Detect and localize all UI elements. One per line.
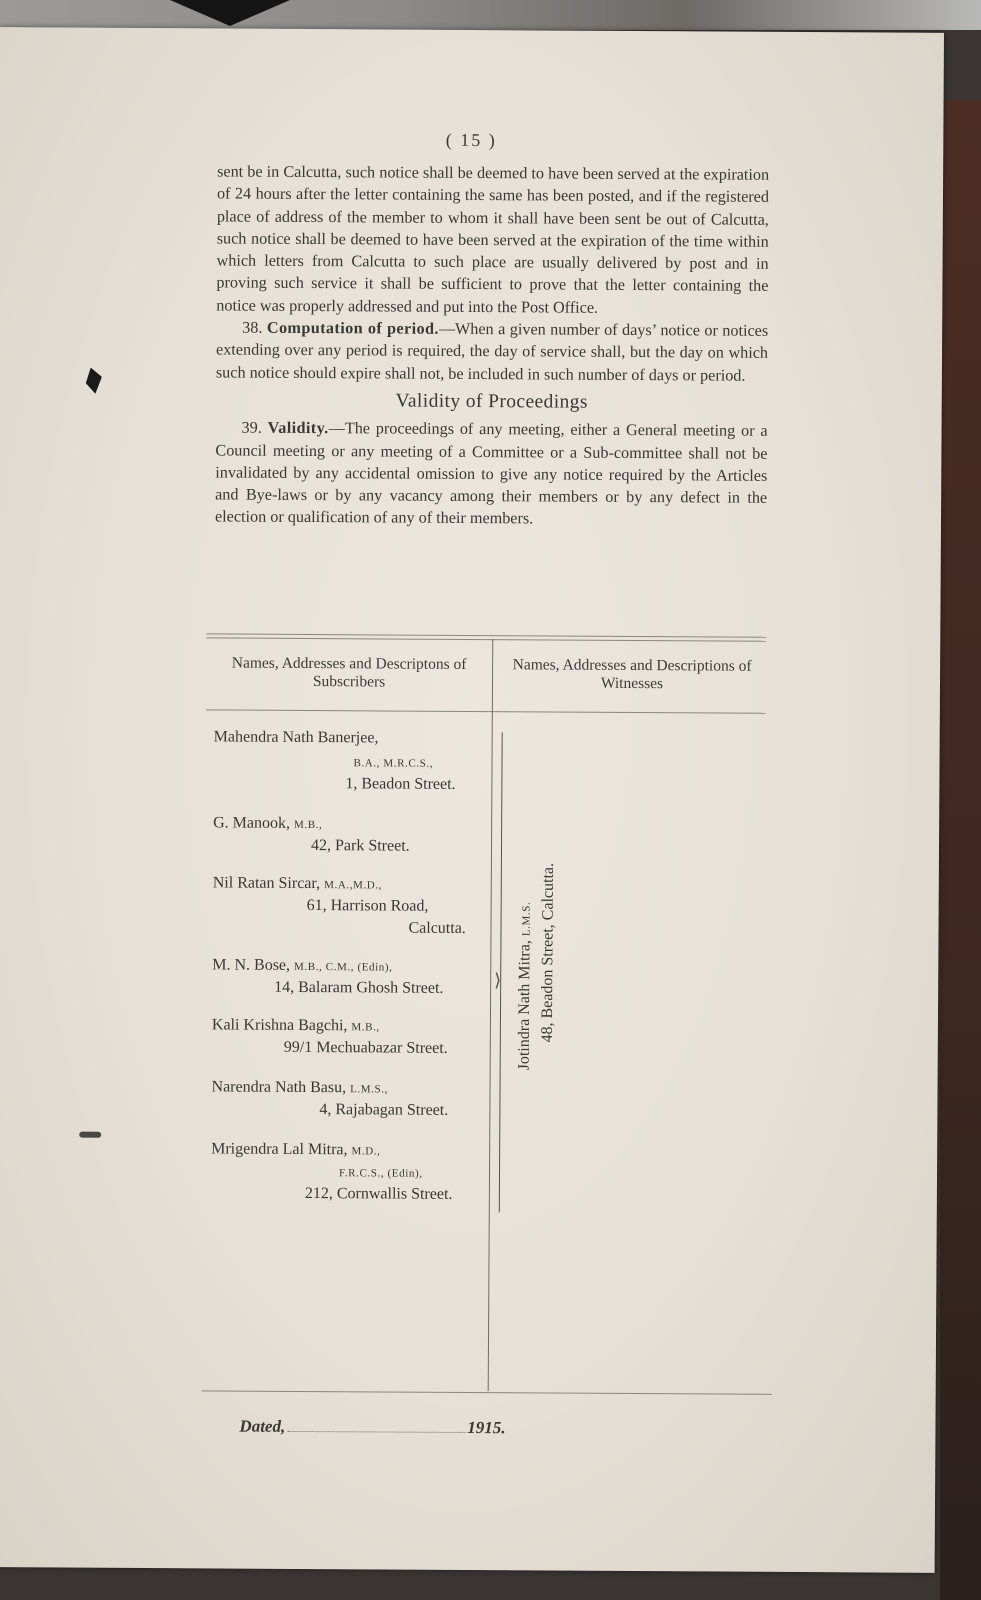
witness-entry (514, 863, 560, 1071)
table-column-divider (488, 639, 494, 1391)
section-heading: Validity of Proceedings (395, 390, 588, 413)
table-top-rule (206, 637, 766, 641)
subscriber-qualifications: L.M.S., (350, 1083, 389, 1096)
subscriber-qualifications: M.D., (351, 1145, 381, 1158)
subscriber-name-text: Kali Krishna Bagchi, (211, 1016, 348, 1035)
section-title: Validity. (267, 419, 329, 438)
paragraph-continuation: sent be in Calcutta, such notice shall be deemed to have been served at the expiration of 24 hours after the letter containing the same has been posted, and if the registered place of address of the member to whom it shall have been sent be out of Calcutta, such notice shall be deemed to have been served at the expiration of the time within which letters from Calcutta to such place are usually delivered by post and in proving such service it shall be sufficient to prove that the letter containing the notice was properly addressed and put into the Post Office. (216, 162, 770, 317)
section-38 (216, 317, 768, 387)
subscriber-qualifications: B.A., M.R.C.S., (353, 757, 434, 770)
table-header-rule (206, 709, 766, 713)
subscriber-name-text: G. Manook, (213, 814, 291, 832)
subscriber-qualifications: M.B., (293, 818, 323, 832)
witness-name-line (514, 863, 538, 1071)
section-title: Computation of period. (266, 318, 439, 338)
subscriber-name (213, 874, 382, 893)
witnesses-column-header: Names, Addresses and Descriptions of Witnesses (512, 656, 752, 693)
witness-name: Jotindra Nath Mitra, (515, 940, 534, 1071)
subscriber-address: 61, Harrison Road, (306, 897, 429, 915)
date-blank (287, 1431, 465, 1433)
subscriber-qualifications: M.B., (351, 1021, 380, 1034)
subscriber-name-text: M. N. Bose, (212, 956, 291, 974)
dated-line (239, 1417, 505, 1439)
section-text: —The proceedings of any meeting, either a General meeting or a Council meeting or any meeting of a Committee or a Sub-committee shall not be invalidated by any accidental omission to give any notice required by the Articles and Bye-laws or by any vacancy among their members or by any defect in the election or qualification of any of their members. (214, 419, 768, 528)
document-page (0, 27, 944, 1573)
subscriber-name (212, 956, 392, 975)
page-number: ( 15 ) (445, 129, 497, 151)
background-table-edge (940, 100, 981, 1600)
subscriber-name-text: Narendra Nath Basu, (211, 1078, 347, 1097)
subscriber-address: 1, Beadon Street. (345, 775, 456, 793)
dated-year: 1915. (467, 1417, 506, 1438)
subscriber-address: 99/1 Mechuabazar Street. (283, 1038, 448, 1057)
background-strip (0, 0, 981, 30)
subscribers-column-header: Names, Addresses and Descriptons of Subscribers (231, 654, 467, 691)
subscriber-name-text: Mrigendra Lal Mitra, (211, 1140, 348, 1159)
table-bottom-rule (202, 1390, 772, 1394)
subscriber-name (213, 814, 322, 833)
subscriber-qualifications: F.R.C.S., (Edin), (338, 1167, 423, 1180)
paper-tear-mark (79, 1132, 101, 1138)
witness-qualifications: L.M.S. (520, 901, 533, 937)
section-39 (215, 417, 768, 532)
subscriber-city: Calcutta. (408, 919, 466, 937)
section-number: 39. (241, 418, 262, 437)
subscriber-name (211, 1140, 380, 1159)
subscriber-address: 4, Rajabagan Street. (319, 1101, 449, 1119)
subscriber-address: 212, Cornwallis Street. (304, 1185, 453, 1203)
subscriber-name (212, 1016, 380, 1035)
paper-tear-mark (86, 368, 102, 394)
section-text: —When a given number of days’ notice or notices extending over any period is required, the day of service shall, but the day on which such notice should expire shall not, be included in such number of days or period. (215, 319, 769, 385)
subscriber-name: Mahendra Nath Banerjee, (213, 728, 379, 747)
subscriber-qualifications: M.B., C.M., (Edin), (294, 960, 393, 974)
witness-address: 48, Beadon Street, Calcutta. (538, 862, 557, 1043)
background-shape (170, 0, 290, 26)
subscriber-qualifications: M.A.,M.D., (324, 879, 383, 892)
subscriber-name (211, 1078, 388, 1097)
subscriber-address: 42, Park Street. (310, 837, 410, 855)
subscriber-name-text: Nil Ratan Sircar, (212, 874, 321, 893)
dated-label: Dated, (239, 1416, 286, 1436)
body-text (215, 160, 769, 531)
subscriber-address: 14, Balaram Ghosh Street. (274, 978, 444, 997)
section-number: 38. (242, 318, 263, 337)
brace-point: ⟩ (494, 970, 502, 991)
